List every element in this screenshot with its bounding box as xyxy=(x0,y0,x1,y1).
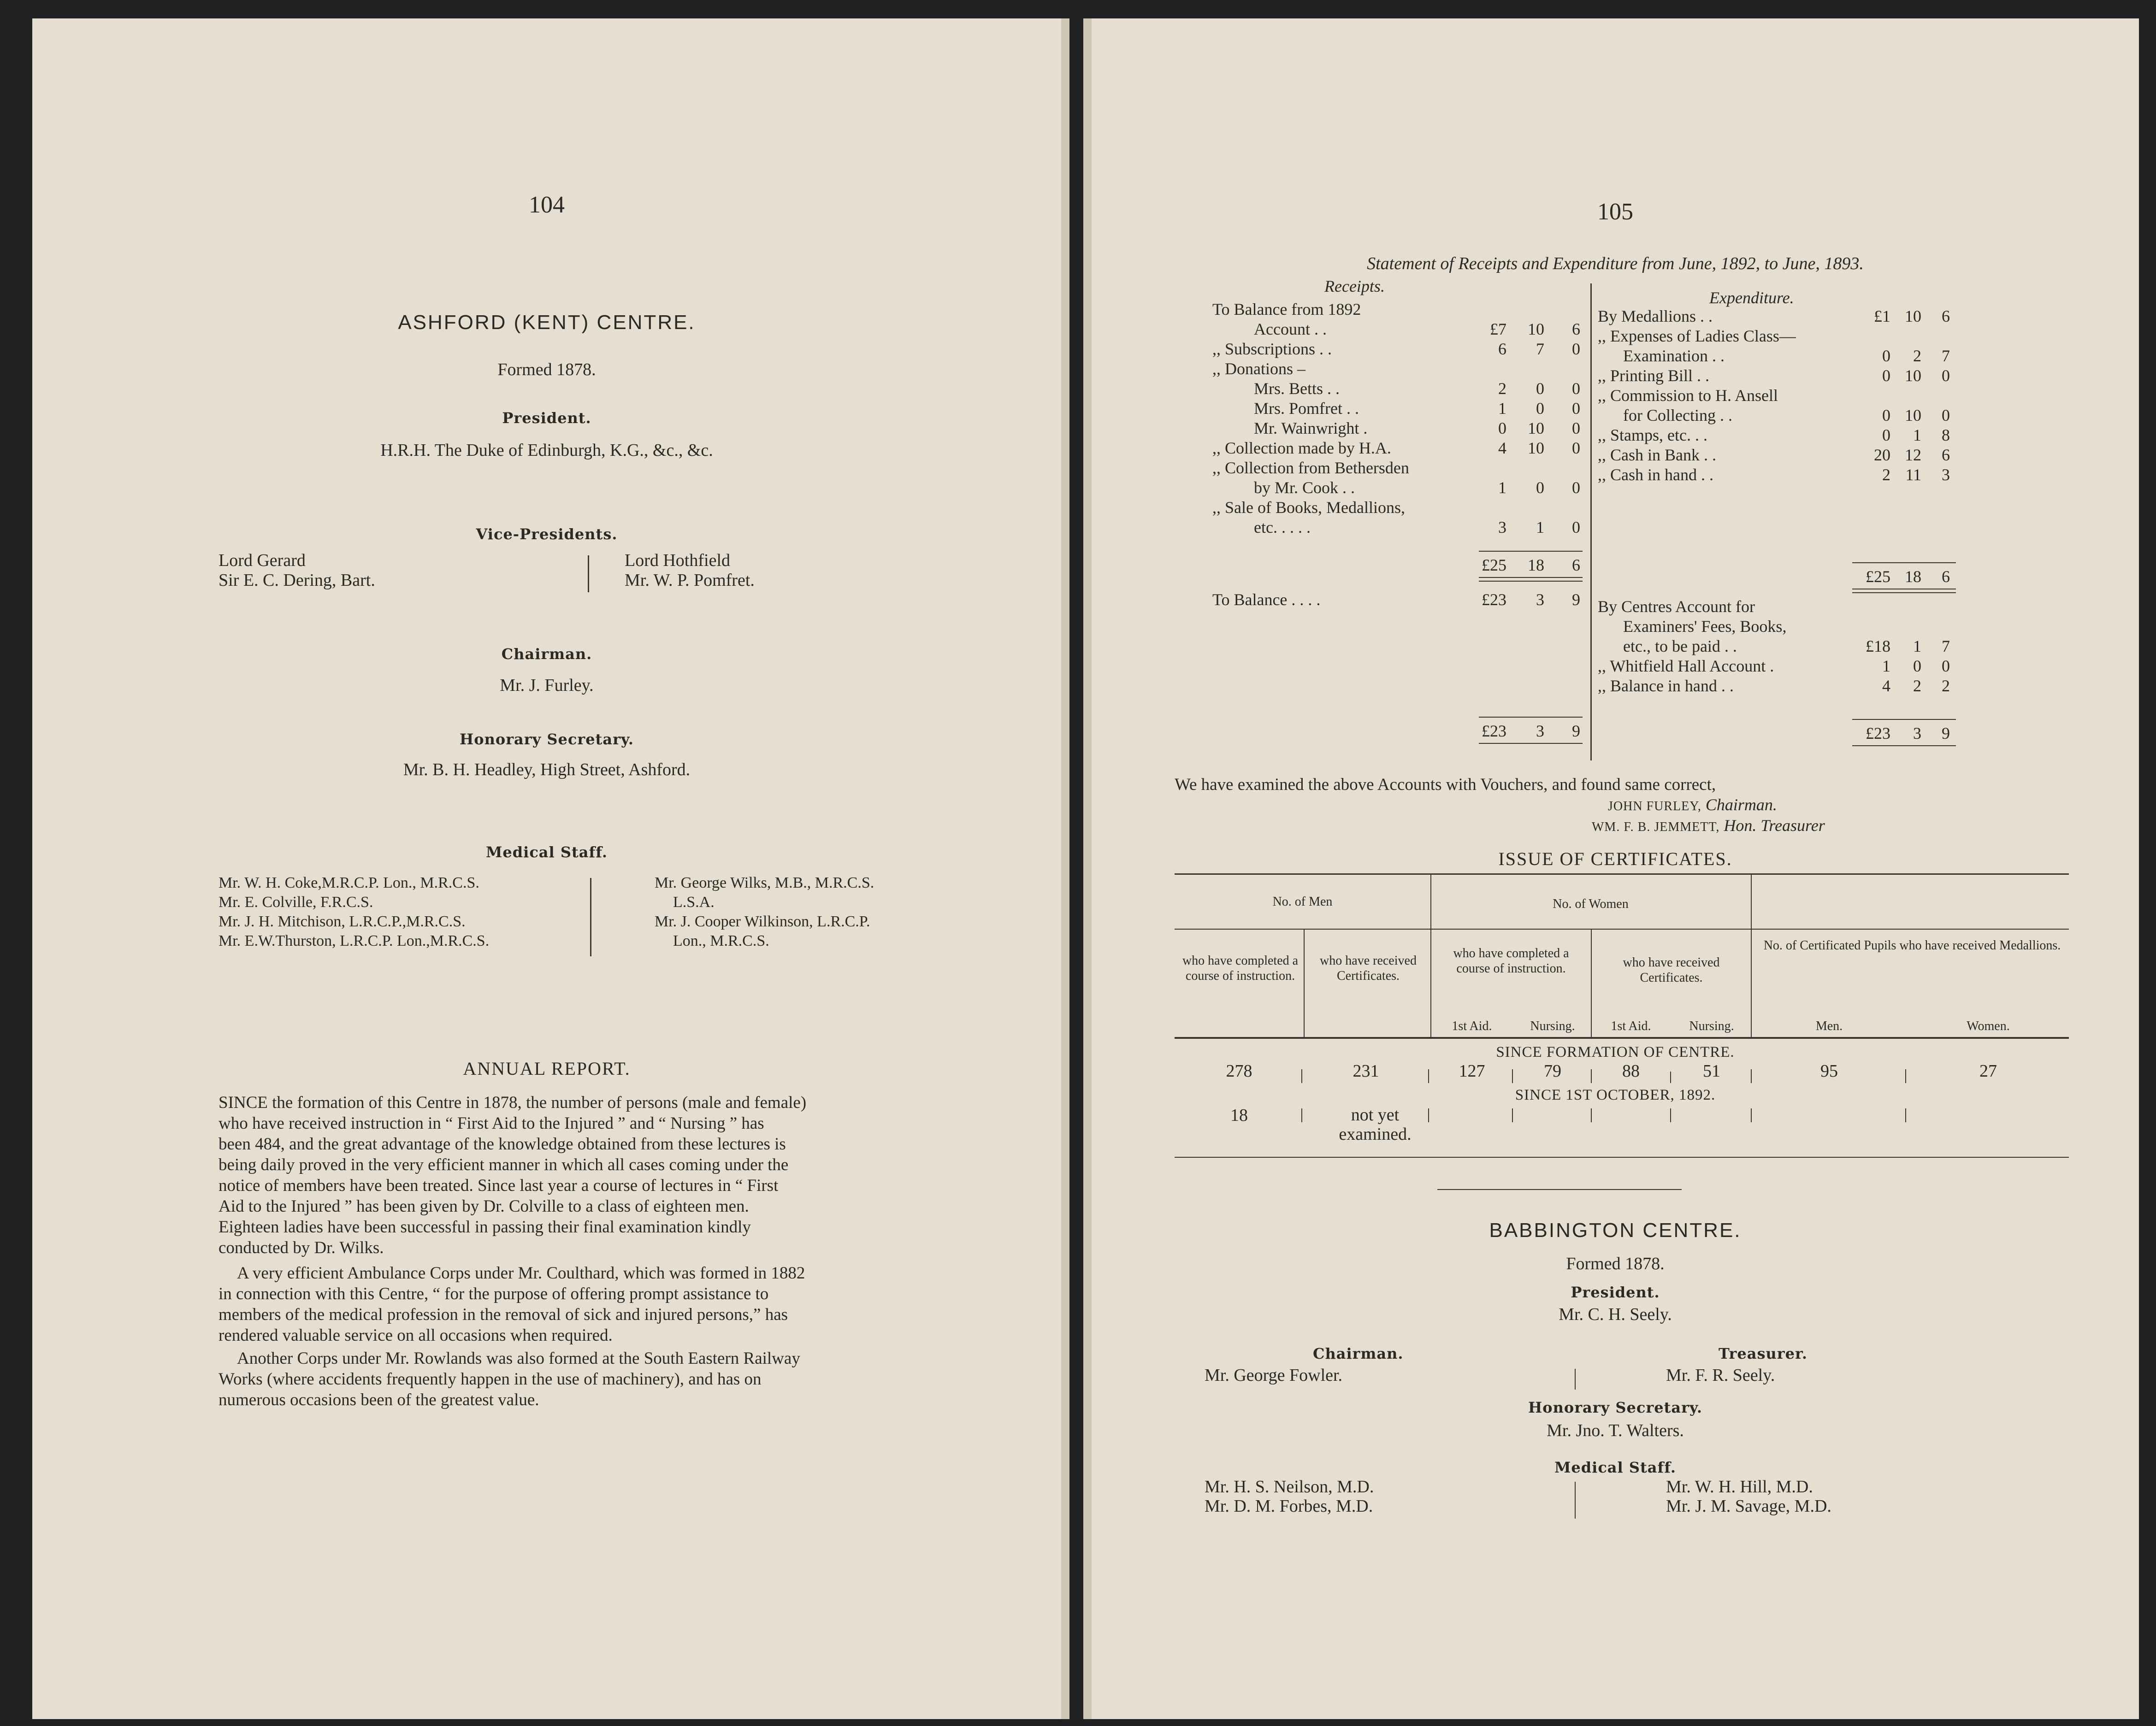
receipts-total-shillings: 18 xyxy=(1528,556,1544,574)
shillings-value: 10 xyxy=(1528,320,1544,338)
pounds-value: 2 xyxy=(1882,465,1890,484)
pounds-value: £18 xyxy=(1866,637,1890,655)
pounds-value: 20 xyxy=(1874,446,1890,464)
account-line-label: Mr. Wainwright . xyxy=(1254,419,1368,437)
pence-value: 7 xyxy=(1942,347,1950,365)
header-first-aid-2: 1st Aid. xyxy=(1611,1019,1651,1033)
babbington-treasurer-heading: Treasurer. xyxy=(1719,1345,1807,1362)
receipts-total-pence: 6 xyxy=(1572,556,1580,574)
pence-value: 0 xyxy=(1942,406,1950,424)
pence-value: 0 xyxy=(1942,657,1950,675)
shillings-value: 1 xyxy=(1913,637,1921,655)
babbington-medical-heading: Medical Staff. xyxy=(1554,1459,1676,1476)
shillings-value: 10 xyxy=(1905,406,1921,424)
babbington-secretary: Mr. Jno. T. Walters. xyxy=(1547,1421,1684,1440)
medical-staff-heading: Medical Staff. xyxy=(486,843,608,861)
divider xyxy=(590,878,591,956)
account-line-label: etc. . . . . xyxy=(1254,518,1311,536)
row1-medallions-men: 95 xyxy=(1820,1061,1838,1081)
medical-staff-left: Mr. W. H. Coke,M.R.C.P. Lon., M.R.C.S. Mr. E. Colville, F.R.C.S. Mr. J. H. Mitchison, L.R.C.P.,M.R.C.S. Mr. E.W.Thurston, L.R.C.P. Lon.,M.R.C.S. xyxy=(219,874,490,949)
shillings-value: 1 xyxy=(1913,426,1921,444)
secretary-heading: Honorary Secretary. xyxy=(460,730,634,748)
babbington-president: Mr. C. H. Seely. xyxy=(1559,1305,1672,1324)
balance-total-shillings: 3 xyxy=(1536,722,1544,740)
secretary-name: Mr. B. H. Headley, High Street, Ashford. xyxy=(403,760,691,779)
shillings-value: 2 xyxy=(1913,347,1921,365)
account-line-label: ,, Subscriptions . . xyxy=(1212,340,1332,358)
centre-title: ASHFORD (KENT) CENTRE. xyxy=(398,311,696,334)
account-line-label: ,, Sale of Books, Medallions, xyxy=(1212,498,1405,517)
row1-men-received: 231 xyxy=(1353,1061,1379,1081)
certificates-heading: ISSUE OF CERTIFICATES. xyxy=(1498,848,1732,869)
balance-pounds: £23 xyxy=(1482,590,1506,609)
receipts-heading: Receipts. xyxy=(1324,277,1385,295)
pence-value: 0 xyxy=(1572,478,1580,497)
row1-medallions-women: 27 xyxy=(1979,1061,1997,1081)
account-line-label: ,, Whitfield Hall Account . xyxy=(1598,657,1774,675)
pounds-value: 1 xyxy=(1882,657,1890,675)
account-line-label: by Mr. Cook . . xyxy=(1254,478,1355,497)
babbington-treasurer: Mr. F. R. Seely. xyxy=(1666,1366,1775,1385)
vice-presidents-left: Lord Gerard Sir E. C. Dering, Bart. xyxy=(219,551,375,590)
account-line-label: ,, Stamps, etc. . . xyxy=(1598,426,1707,444)
signature-chairman: JOHN FURLEY, Chairman. xyxy=(1608,795,1777,814)
pence-value: 0 xyxy=(1572,518,1580,536)
pounds-value: 4 xyxy=(1882,677,1890,695)
account-line-label: By Centres Account for xyxy=(1598,597,1755,616)
pence-value: 0 xyxy=(1942,366,1950,385)
header-women-medallions: Women. xyxy=(1967,1019,2010,1033)
row1-women-received-first-aid: 88 xyxy=(1622,1061,1640,1081)
pounds-value: 0 xyxy=(1498,419,1506,437)
header-first-aid: 1st Aid. xyxy=(1452,1019,1492,1033)
pence-value: 6 xyxy=(1572,320,1580,338)
account-line-label: ,, Printing Bill . . xyxy=(1598,366,1710,385)
pounds-value: 0 xyxy=(1882,426,1890,444)
expenditure-total-pence: 6 xyxy=(1942,567,1950,586)
shillings-value: 10 xyxy=(1905,307,1921,325)
balance-label: To Balance . . . . xyxy=(1212,590,1321,609)
pence-value: 2 xyxy=(1942,677,1950,695)
row2-men-completed: 18 xyxy=(1230,1106,1248,1125)
account-line-label: Examiners' Fees, Books, xyxy=(1623,617,1787,636)
pounds-value: 4 xyxy=(1498,439,1506,457)
report-paragraph-3: Another Corps under Mr. Rowlands was also formed at the South Eastern Railway Works (where accidents frequently happen in the use of machinery), and has on numerous occasions been of the greatest value. xyxy=(219,1349,800,1409)
pence-value: 0 xyxy=(1572,340,1580,358)
row2-men-received: not yet examined. xyxy=(1339,1105,1412,1144)
pence-value: 0 xyxy=(1572,399,1580,418)
pence-value: 8 xyxy=(1942,426,1950,444)
shillings-value: 0 xyxy=(1536,478,1544,497)
babbington-medical-right: Mr. W. H. Hill, M.D. Mr. J. M. Savage, M.D. xyxy=(1666,1477,1831,1516)
pence-value: 6 xyxy=(1942,307,1950,325)
babbington-chairman: Mr. George Fowler. xyxy=(1205,1366,1343,1385)
header-men-medallions: Men. xyxy=(1815,1019,1843,1033)
shillings-value: 12 xyxy=(1905,446,1921,464)
divider xyxy=(588,555,589,592)
shillings-value: 0 xyxy=(1536,379,1544,398)
account-line-label: ,, Cash in Bank . . xyxy=(1598,446,1716,464)
pence-value: 6 xyxy=(1942,446,1950,464)
header-medallions: No. of Certificated Pupils who have received Medallions. xyxy=(1763,938,2061,953)
medical-staff-right: Mr. George Wilks, M.B., M.R.C.S. L.S.A. Mr. J. Cooper Wilkinson, L.R.C.P. Lon., M.R.C.S. xyxy=(655,874,874,949)
account-line-label: ,, Donations – xyxy=(1212,359,1305,378)
since-formation-label: SINCE FORMATION OF CENTRE. xyxy=(1496,1044,1735,1060)
pounds-value: £1 xyxy=(1874,307,1890,325)
centres-total-pence: 9 xyxy=(1942,724,1950,742)
audit-statement: We have examined the above Accounts with Vouchers, and found same correct, xyxy=(1175,775,1716,794)
account-line-label: Mrs. Pomfret . . xyxy=(1254,399,1359,418)
balance-shillings: 3 xyxy=(1536,590,1544,609)
account-line-label: ,, Collection from Bethersden xyxy=(1212,459,1409,477)
account-line-label: Examination . . xyxy=(1623,347,1725,365)
account-line-label: for Collecting . . xyxy=(1623,406,1732,424)
president-heading: President. xyxy=(502,409,591,427)
babbington-secretary-heading: Honorary Secretary. xyxy=(1528,1399,1702,1416)
pence-value: 7 xyxy=(1942,637,1950,655)
pence-value: 0 xyxy=(1572,379,1580,398)
row1-women-nursing: 79 xyxy=(1544,1061,1561,1081)
report-paragraph-1: SINCE the formation of this Centre in 1878, the number of persons (male and female) who have received instruction in “ First Aid to the Injured ” and “ Nursing ” has been 484, and the great advantage of the knowledge obtained from these lectures is being daily proved in the very efficient manner in which all cases coming under the notice of members have been treated. Since last year a course of lectures in “ First Aid to the Injured ” has been given by Dr. Colville to a class of eighteen men. Eighteen ladies have been successful in passing their final examination kindly conducted by Dr. Wilks. xyxy=(219,1093,807,1257)
pounds-value: 0 xyxy=(1882,366,1890,385)
pounds-value: 6 xyxy=(1498,340,1506,358)
formed-date: Formed 1878. xyxy=(497,360,596,379)
pounds-value: 0 xyxy=(1882,406,1890,424)
chairman-heading: Chairman. xyxy=(501,645,592,663)
centres-total-shillings: 3 xyxy=(1913,724,1921,742)
account-line-label: ,, Commission to H. Ansell xyxy=(1598,386,1778,405)
babbington-chairman-heading: Chairman. xyxy=(1313,1345,1404,1362)
shillings-value: 0 xyxy=(1536,399,1544,418)
babbington-medical-left: Mr. H. S. Neilson, M.D. Mr. D. M. Forbes, M.D. xyxy=(1205,1477,1374,1516)
shillings-value: 7 xyxy=(1536,340,1544,358)
babbington-formed: Formed 1878. xyxy=(1566,1254,1665,1273)
expenditure-total-shillings: 18 xyxy=(1905,567,1921,586)
expenditure-total-pounds: £25 xyxy=(1866,567,1890,586)
since-october-label: SINCE 1ST OCTOBER, 1892. xyxy=(1515,1087,1716,1103)
pounds-value: 1 xyxy=(1498,399,1506,418)
account-line-label: By Medallions . . xyxy=(1598,307,1713,325)
left-page xyxy=(32,18,1069,1719)
balance-total-pence: 9 xyxy=(1572,722,1580,740)
account-line-label: ,, Expenses of Ladies Class— xyxy=(1598,327,1796,345)
header-women-completed: who have completed a course of instruction. xyxy=(1453,946,1569,976)
header-received: who have received Certificates. xyxy=(1320,954,1417,983)
pounds-value: 3 xyxy=(1498,518,1506,536)
page-number: 105 xyxy=(1597,199,1633,225)
vice-presidents-heading: Vice-Presidents. xyxy=(476,525,618,543)
right-page xyxy=(1083,18,2139,1719)
account-line-label: ,, Balance in hand . . xyxy=(1598,677,1734,695)
section-rule xyxy=(1437,1189,1682,1190)
row1-women-first-aid: 127 xyxy=(1459,1061,1485,1081)
signature-treasurer: WM. F. B. JEMMETT, Hon. Treasurer xyxy=(1592,816,1825,835)
header-women-received: who have received Certificates. xyxy=(1623,955,1720,985)
babbington-president-heading: President. xyxy=(1571,1284,1660,1301)
vice-presidents-right: Lord Hothfield Mr. W. P. Pomfret. xyxy=(625,551,755,590)
header-nursing: Nursing. xyxy=(1530,1019,1575,1033)
account-divider xyxy=(1590,283,1592,760)
pence-value: 0 xyxy=(1572,439,1580,457)
pounds-value: £7 xyxy=(1490,320,1506,338)
header-nursing-2: Nursing. xyxy=(1689,1019,1734,1033)
header-women: No. of Women xyxy=(1553,897,1629,911)
account-line-label: etc., to be paid . . xyxy=(1623,637,1737,655)
header-men: No. of Men xyxy=(1272,895,1333,909)
report-paragraph-2: A very efficient Ambulance Corps under Mr. Coulthard, which was formed in 1882 in connection with this Centre, “ for the purpose of offering prompt assistance to members of the medical profession in the removal of sick and injured persons,” has rendered valuable service on all occasions when required. xyxy=(219,1264,805,1345)
president-name: H.R.H. The Duke of Edinburgh, K.G., &c., &c. xyxy=(380,441,713,460)
pounds-value: 2 xyxy=(1498,379,1506,398)
account-line-label: ,, Cash in hand . . xyxy=(1598,465,1713,484)
shillings-value: 10 xyxy=(1528,439,1544,457)
expenditure-heading: Expenditure. xyxy=(1709,289,1794,307)
account-line-label: Mrs. Betts . . xyxy=(1254,379,1340,398)
pence-value: 3 xyxy=(1942,465,1950,484)
row1-men-completed: 278 xyxy=(1226,1061,1252,1081)
annual-report-heading: ANNUAL REPORT. xyxy=(463,1058,631,1079)
header-completed: who have completed a course of instruction. xyxy=(1182,954,1299,983)
account-line-label: ,, Collection made by H.A. xyxy=(1212,439,1391,457)
pence-value: 0 xyxy=(1572,419,1580,437)
row1-women-received-nursing: 51 xyxy=(1703,1061,1720,1081)
account-line-label: To Balance from 1892 xyxy=(1212,300,1361,318)
balance-total-pounds: £23 xyxy=(1482,722,1506,740)
shillings-value: 10 xyxy=(1905,366,1921,385)
shillings-value: 10 xyxy=(1528,419,1544,437)
shillings-value: 2 xyxy=(1913,677,1921,695)
balance-pence: 9 xyxy=(1572,590,1580,609)
statement-title: Statement of Receipts and Expenditure from June, 1892, to June, 1893. xyxy=(1367,254,1864,273)
pounds-value: 1 xyxy=(1498,478,1506,497)
babbington-title: BABBINGTON CENTRE. xyxy=(1489,1219,1742,1242)
shillings-value: 11 xyxy=(1905,465,1921,484)
account-line-label: Account . . xyxy=(1254,320,1327,338)
shillings-value: 0 xyxy=(1913,657,1921,675)
chairman-name: Mr. J. Furley. xyxy=(500,676,594,695)
shillings-value: 1 xyxy=(1536,518,1544,536)
centres-total-pounds: £23 xyxy=(1866,724,1890,742)
page-number: 104 xyxy=(529,192,565,218)
receipts-total-pounds: £25 xyxy=(1482,556,1506,574)
pounds-value: 0 xyxy=(1882,347,1890,365)
